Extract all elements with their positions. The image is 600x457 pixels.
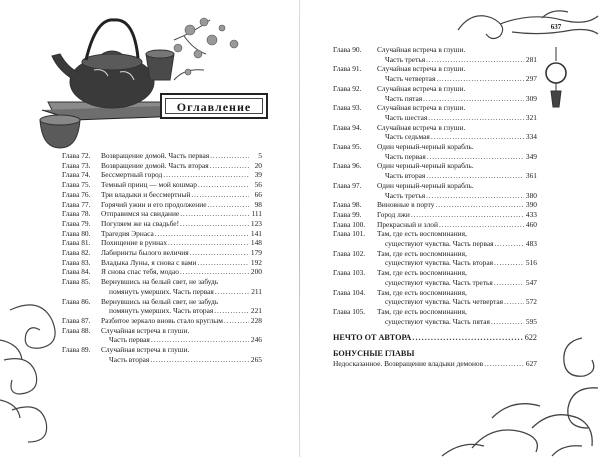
page-ref: 200 [250, 267, 262, 277]
chapter-title: Темный принц — мой кошмар [101, 180, 197, 190]
toc-entry-line [333, 288, 537, 298]
leader-dots [155, 229, 249, 239]
page-ref: 221 [250, 306, 262, 316]
leader-dots [426, 191, 524, 201]
page-ref: 460 [525, 219, 537, 229]
leader-dots [436, 74, 524, 84]
leader-dots [190, 248, 249, 258]
chapter-title: Случайная встреча в глуши. [101, 345, 190, 355]
chapter-title: Три владыки и бессмертный [101, 189, 191, 199]
chapter-title: Случайная встреча в глуши. [377, 103, 466, 113]
chapter-number: Глава 79. [62, 218, 91, 228]
page-ref: 211 [251, 286, 262, 296]
leader-dots [168, 238, 249, 248]
chapter-title: Часть вторая [109, 354, 150, 364]
chapter-title: помянуть умерших. Часть первая [109, 286, 214, 296]
leader-dots [495, 239, 524, 249]
toc-entry-line [333, 84, 537, 94]
toc-entry-line [62, 277, 262, 287]
leader-dots [426, 171, 524, 181]
chapter-title: Случайная встреча в глуши. [377, 83, 466, 93]
leader-dots [436, 200, 525, 210]
leader-dots [150, 355, 249, 365]
bonus-section-label: БОНУСНЫЕ ГЛАВЫ [333, 349, 415, 359]
page-ref: 66 [254, 189, 262, 199]
toc-entry-line [62, 219, 262, 229]
chapter-title: Часть первая [385, 151, 426, 161]
chapter-title: Владыка Луны, я снова с вами [101, 257, 197, 267]
toc-entry-line [62, 355, 262, 365]
chapter-title: Там, где есть воспоминания, [377, 287, 467, 297]
page-ref: 433 [525, 209, 537, 219]
leader-dots [494, 278, 524, 288]
chapter-number: Глава 95. [333, 142, 362, 152]
cloud-ornament-left [0, 300, 70, 450]
leader-dots [163, 170, 249, 180]
toc-entry-line [62, 151, 262, 161]
leader-dots [484, 359, 524, 369]
chapter-number: Глава 103. [333, 268, 366, 278]
chapter-title: Прекрасный и злой [377, 219, 438, 229]
page-ref: 20 [254, 160, 262, 170]
chapter-number: Глава 96. [333, 161, 362, 171]
chapter-title: существуют чувства. Часть вторая [385, 258, 494, 268]
chapter-title: Я снова спас тебя, модао [101, 267, 179, 277]
page-ref: 309 [525, 93, 537, 103]
leader-dots [198, 180, 249, 190]
leader-dots [431, 132, 524, 142]
chapter-title: Город лжи [377, 209, 410, 219]
toc-heading: Оглавление [176, 100, 252, 114]
page-ref: 572 [525, 297, 537, 307]
chapter-title: Один черный-черный корабль. [377, 180, 474, 190]
chapter-number: Глава 81. [62, 238, 91, 248]
leader-dots [151, 335, 249, 345]
page-number-medallion [545, 47, 567, 109]
page-ref: 228 [250, 315, 262, 325]
toc-entry-line [333, 45, 537, 55]
toc-entry-line [333, 64, 537, 74]
toc-entry-line [62, 306, 262, 316]
chapter-number: Глава 74. [62, 170, 91, 180]
toc-entry-line [62, 200, 262, 210]
toc-heading-frame [160, 93, 268, 119]
toc-entry-line [333, 74, 537, 84]
chapter-title: Разбитое зеркало вновь стало круглым [101, 315, 223, 325]
toc-entry-line [333, 210, 537, 220]
toc-entry-line [62, 248, 262, 258]
chapter-title: Случайная встреча в глуши. [377, 122, 466, 132]
chapter-title: Часть третья [385, 190, 426, 200]
leader-dots [191, 190, 249, 200]
page-ref: 179 [250, 248, 262, 258]
leader-dots [494, 258, 524, 268]
chapter-number: Глава 88. [62, 325, 91, 335]
chapter-title: Вернувшись на белый свет, не забудь [101, 296, 219, 306]
chapter-title: существуют чувства. Часть третья [385, 277, 493, 287]
toc-entry-line [333, 307, 537, 317]
page-ref: 265 [250, 354, 262, 364]
toc-entry-line [62, 316, 262, 326]
chapter-number: Глава 72. [62, 151, 91, 160]
chapter-title: Часть седьмая [385, 132, 430, 142]
chapter-number: Глава 99. [333, 209, 362, 219]
leader-dots [423, 94, 524, 104]
chapter-title: Часть третья [385, 54, 426, 64]
toc-left-column [62, 151, 262, 364]
chapter-title: Там, где есть воспоминания, [377, 268, 467, 278]
chapter-title: Возвращение домой. Часть первая [101, 151, 210, 160]
page-ref: 111 [251, 209, 262, 219]
chapter-number: Глава 73. [62, 160, 91, 170]
toc-entry-line [333, 94, 537, 104]
chapter-title: Похищение в руинах [101, 238, 168, 248]
chapter-title: Виновные в порту [377, 200, 435, 210]
toc-entry-line [333, 297, 537, 307]
page-ref: 361 [525, 171, 537, 181]
chapter-title: Случайная встреча в глуши. [377, 64, 466, 74]
toc-entry-line [333, 55, 537, 65]
toc-entry-line [62, 326, 262, 336]
toc-entry-line [62, 170, 262, 180]
bonus-entry [333, 359, 537, 369]
chapter-title: Часть шестая [385, 112, 428, 122]
page-ref: 349 [525, 151, 537, 161]
chapter-title: существуют чувства. Часть пятая [385, 316, 490, 326]
page-ref: 148 [250, 238, 262, 248]
page-ref: 98 [254, 199, 262, 209]
leader-dots [198, 258, 249, 268]
cloud-ornament-top-right [452, 6, 600, 46]
toc-entry-line [62, 335, 262, 345]
toc-entry-line [62, 297, 262, 307]
page-ref: 281 [525, 54, 537, 64]
page-ref: 123 [250, 218, 262, 228]
toc-entry-line [333, 181, 537, 191]
leader-dots [210, 161, 249, 171]
chapter-title: Там, где есть воспоминания, [377, 306, 467, 316]
page-ref: 390 [525, 200, 537, 210]
chapter-title: Там, где есть воспоминания, [377, 229, 467, 239]
chapter-title: Лабиринты былого величия [101, 248, 189, 258]
toc-right-column [333, 45, 537, 369]
chapter-number: Глава 86. [62, 296, 91, 306]
chapter-title: Часть четвертая [385, 74, 436, 84]
page-ref: 321 [525, 112, 537, 122]
chapter-title: Возвращение домой. Часть вторая [101, 160, 209, 170]
chapter-title: существуют чувства. Часть четвертая [385, 297, 504, 307]
teapot-illustration [34, 10, 260, 155]
page-ref: 192 [250, 257, 262, 267]
toc-entry-line [62, 180, 262, 190]
chapter-number: Глава 102. [333, 248, 366, 258]
leader-dots [504, 297, 524, 307]
chapter-number: Глава 92. [333, 83, 362, 93]
toc-entry-line [62, 345, 262, 355]
page-number: 637 [550, 23, 562, 31]
toc-entry-line [62, 209, 262, 219]
toc-entry-line [333, 317, 537, 327]
toc-entry-line [333, 229, 537, 239]
toc-entry-line [333, 268, 537, 278]
page-ref: 246 [250, 335, 262, 345]
page-ref: 141 [250, 228, 262, 238]
page-ref: 516 [525, 258, 537, 268]
chapter-title: Трагедия Эрнаса [101, 228, 154, 238]
page-ref: 334 [525, 132, 537, 142]
chapter-number: Глава 105. [333, 306, 366, 316]
chapter-number: Глава 80. [62, 228, 91, 238]
leader-dots [428, 113, 524, 123]
page-ref: 5 [258, 151, 262, 160]
chapter-number: Глава 94. [333, 122, 362, 132]
chapter-number: Глава 91. [333, 64, 362, 74]
leader-dots [210, 151, 249, 161]
chapter-title: Часть вторая [385, 171, 426, 181]
toc-entry-line [62, 229, 262, 239]
author-section [333, 332, 537, 343]
toc-entry-line [333, 161, 537, 171]
page-ref: 627 [525, 359, 537, 369]
chapter-title: Отправимся на свидание [101, 209, 180, 219]
toc-entry-line [62, 267, 262, 277]
chapter-number: Глава 82. [62, 248, 91, 258]
page-ref: 380 [525, 190, 537, 200]
chapter-number: Глава 93. [333, 103, 362, 113]
chapter-number: Глава 83. [62, 257, 91, 267]
leader-dots [427, 152, 524, 162]
page-fold [299, 0, 300, 457]
chapter-title: Один черный-черный корабль. [377, 142, 474, 152]
chapter-title: Там, где есть воспоминания, [377, 248, 467, 258]
page-ref: 297 [525, 74, 537, 84]
page-ref: 547 [525, 277, 537, 287]
chapter-title: существуют чувства. Часть первая [385, 239, 494, 249]
chapter-number: Глава 76. [62, 189, 91, 199]
toc-entry-line [62, 287, 262, 297]
toc-entry-line [333, 113, 537, 123]
chapter-number: Глава 101. [333, 229, 366, 239]
toc-entry-line [333, 249, 537, 259]
toc-entry-line [62, 161, 262, 171]
leader-dots [491, 317, 524, 327]
chapter-number: Глава 100. [333, 219, 366, 229]
chapter-title: Бессмертный город [101, 170, 163, 180]
chapter-number: Глава 97. [333, 180, 362, 190]
page-ref: 595 [525, 316, 537, 326]
page-ref: 39 [254, 170, 262, 180]
bonus-title: Недосказанное. Возвращение владыки демонов [333, 359, 484, 369]
chapter-title: Случайная встреча в глуши. [101, 325, 190, 335]
leader-dots [426, 55, 524, 65]
chapter-number: Глава 98. [333, 200, 362, 210]
page-ref: 56 [254, 180, 262, 190]
leader-dots [214, 306, 249, 316]
toc-entry-line [333, 152, 537, 162]
chapter-title: Погуляем же на свадьбе! [101, 218, 180, 228]
page-ref: 622 [524, 333, 537, 343]
chapter-title: Случайная встреча в глуши. [377, 45, 466, 54]
leader-dots [411, 210, 524, 220]
toc-entry-line [333, 123, 537, 133]
chapter-number: Глава 77. [62, 199, 91, 209]
chapter-number: Глава 78. [62, 209, 91, 219]
toc-entry-line [333, 103, 537, 113]
toc-entry-line [333, 278, 537, 288]
leader-dots [439, 220, 524, 230]
chapter-title: Часть первая [109, 335, 150, 345]
chapter-title: помянуть умерших. Часть вторая [109, 306, 214, 316]
leader-dots [215, 287, 249, 297]
chapter-title: Вернувшись на белый свет, не забудь [101, 277, 219, 287]
leader-dots [412, 332, 523, 343]
toc-entry-line [333, 132, 537, 142]
leader-dots [180, 267, 249, 277]
chapter-number: Глава 87. [62, 315, 91, 325]
toc-entry-line [333, 220, 537, 230]
page-ref: 483 [525, 239, 537, 249]
section-label: НЕЧТО ОТ АВТОРА [333, 333, 412, 343]
chapter-title: Часть пятая [385, 93, 423, 103]
toc-entry-line [62, 258, 262, 268]
chapter-number: Глава 75. [62, 180, 91, 190]
toc-entry-line [333, 142, 537, 152]
toc-entry-line [333, 191, 537, 201]
toc-entry-line [333, 258, 537, 268]
leader-dots [180, 219, 249, 229]
toc-entry-line [62, 190, 262, 200]
chapter-number: Глава 104. [333, 287, 366, 297]
chapter-number: Глава 90. [333, 45, 362, 54]
toc-entry-line [333, 239, 537, 249]
chapter-number: Глава 85. [62, 277, 91, 287]
chapter-title: Один черный-черный корабль. [377, 161, 474, 171]
toc-entry-line [333, 171, 537, 181]
leader-dots [224, 316, 249, 326]
leader-dots [180, 209, 249, 219]
chapter-number: Глава 84. [62, 267, 91, 277]
chapter-title: Горячий ужин и его продолжение [101, 199, 207, 209]
leader-dots [207, 200, 249, 210]
toc-entry-line [333, 200, 537, 210]
toc-entry-line [62, 238, 262, 248]
chapter-number: Глава 89. [62, 345, 91, 355]
